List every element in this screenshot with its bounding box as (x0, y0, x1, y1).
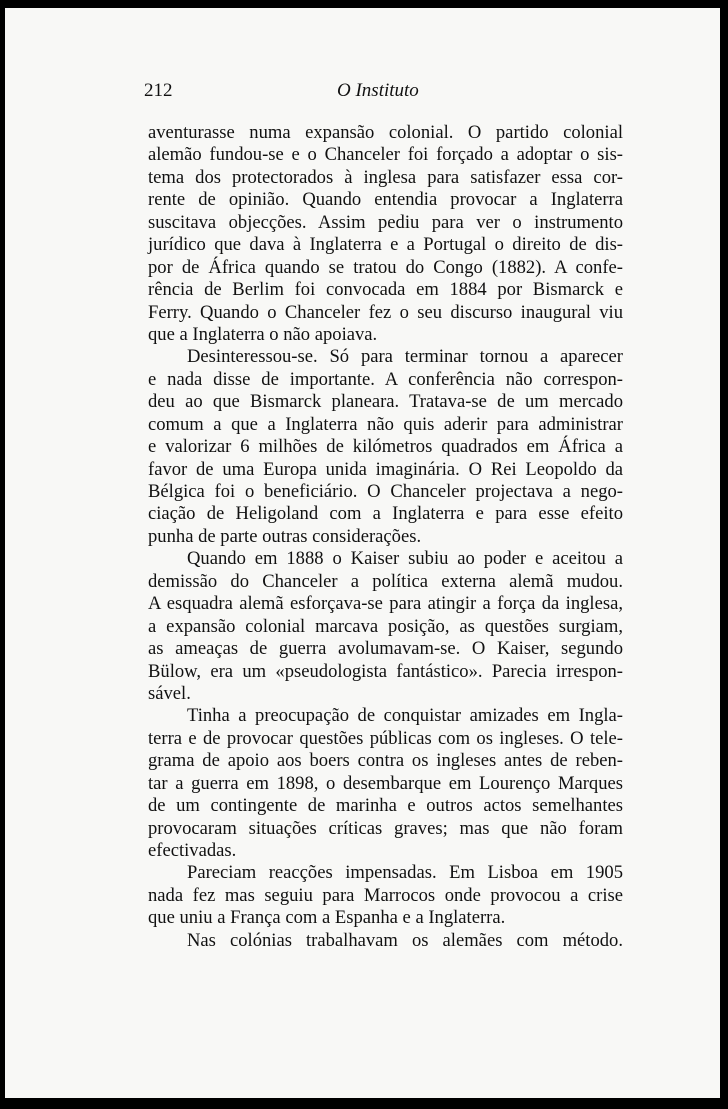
text-line: Ferry. Quando o Chanceler fez o seu discurso inaugural viu (148, 301, 623, 323)
text-line: rência de Berlim foi convocada em 1884 por Bismarck e (148, 279, 623, 301)
text-line: que a Inglaterra o não apoiava. (148, 323, 378, 345)
text-line: demissão do Chanceler a política externa alemã mudou. (148, 570, 623, 592)
text-line: sável. (148, 682, 191, 704)
text-line: efectivadas. (148, 840, 237, 861)
text-line: nada fez mas seguiu para Marrocos onde provocou a crise (148, 884, 623, 906)
text-line: provocaram situações críticas graves; mas que não foram (148, 817, 623, 839)
running-title: O Instituto (337, 80, 419, 101)
text-line: rente de opinião. Quando entendia provocar a Inglaterra (148, 189, 623, 211)
text-line: comum a que a Inglaterra não quis aderir para administrar (148, 413, 623, 435)
text-line: punha de parte outras considerações. (148, 525, 422, 547)
text-line: suscitava objecções. Assim pediu para ver o instrumento (148, 211, 623, 233)
text-line: Pareciam reacções impensadas. Em Lisboa em 1905 (187, 862, 623, 884)
page-header (5, 80, 720, 110)
text-line: por de África quando se tratou do Congo (1882). A confe- (148, 256, 623, 278)
text-line: tema dos protectorados à inglesa para satisfazer essa cor- (148, 166, 623, 188)
text-line: Quando em 1888 o Kaiser subiu ao poder e aceitou a (187, 548, 623, 570)
text-line: de um contingente de marinha e outros actos semelhantes (148, 795, 623, 817)
page-number: 212 (144, 80, 173, 101)
text-line: Bülow, era um «pseudologista fantástico». Parecia irrespon- (148, 660, 623, 682)
text-line: a expansão colonial marcava posição, as questões surgiam, (148, 615, 623, 637)
text-line: que uniu a França com a Espanha e a Inglaterra. (148, 907, 506, 929)
text-line: jurídico que dava à Inglaterra e a Portugal o direito de dis- (148, 234, 623, 256)
body-text (148, 122, 623, 952)
text-line: Nas colónias trabalhavam os alemães com método. (187, 929, 623, 951)
text-line: as ameaças de guerra avolumavam-se. O Kaiser, segundo (148, 638, 623, 660)
book-page (5, 8, 720, 1098)
text-line: ciação de Heligoland com a Inglaterra e para esse efeito (148, 503, 623, 525)
text-line: alemão fundou-se e o Chanceler foi forçado a adoptar o sis- (148, 144, 623, 166)
text-line: grama de apoio aos boers contra os ingleses antes de reben- (148, 750, 623, 772)
text-line: Desinteressou-se. Só para terminar tornou a aparecer (187, 346, 623, 368)
text-line: e nada disse de importante. A conferência não correspon- (148, 368, 623, 390)
text-line: Tinha a preocupação de conquistar amizades em Ingla- (187, 705, 623, 727)
text-line: tar a guerra em 1898, o desembarque em Lourenço Marques (148, 772, 623, 794)
text-line: e valorizar 6 milhões de kilómetros quadrados em África a (148, 436, 623, 458)
text-line: aventurasse numa expansão colonial. O partido colonial (148, 122, 623, 143)
text-line: terra e de provocar questões públicas com os ingleses. O tele- (148, 727, 623, 749)
text-line: deu ao que Bismarck planeara. Tratava-se de um mercado (148, 391, 623, 413)
text-line: Bélgica foi o beneficiário. O Chanceler projectava a nego- (148, 481, 623, 502)
text-line: A esquadra alemã esforçava-se para atingir a força da inglesa, (148, 593, 623, 615)
text-line: favor de uma Europa unida imaginária. O Rei Leopoldo da (148, 458, 623, 480)
